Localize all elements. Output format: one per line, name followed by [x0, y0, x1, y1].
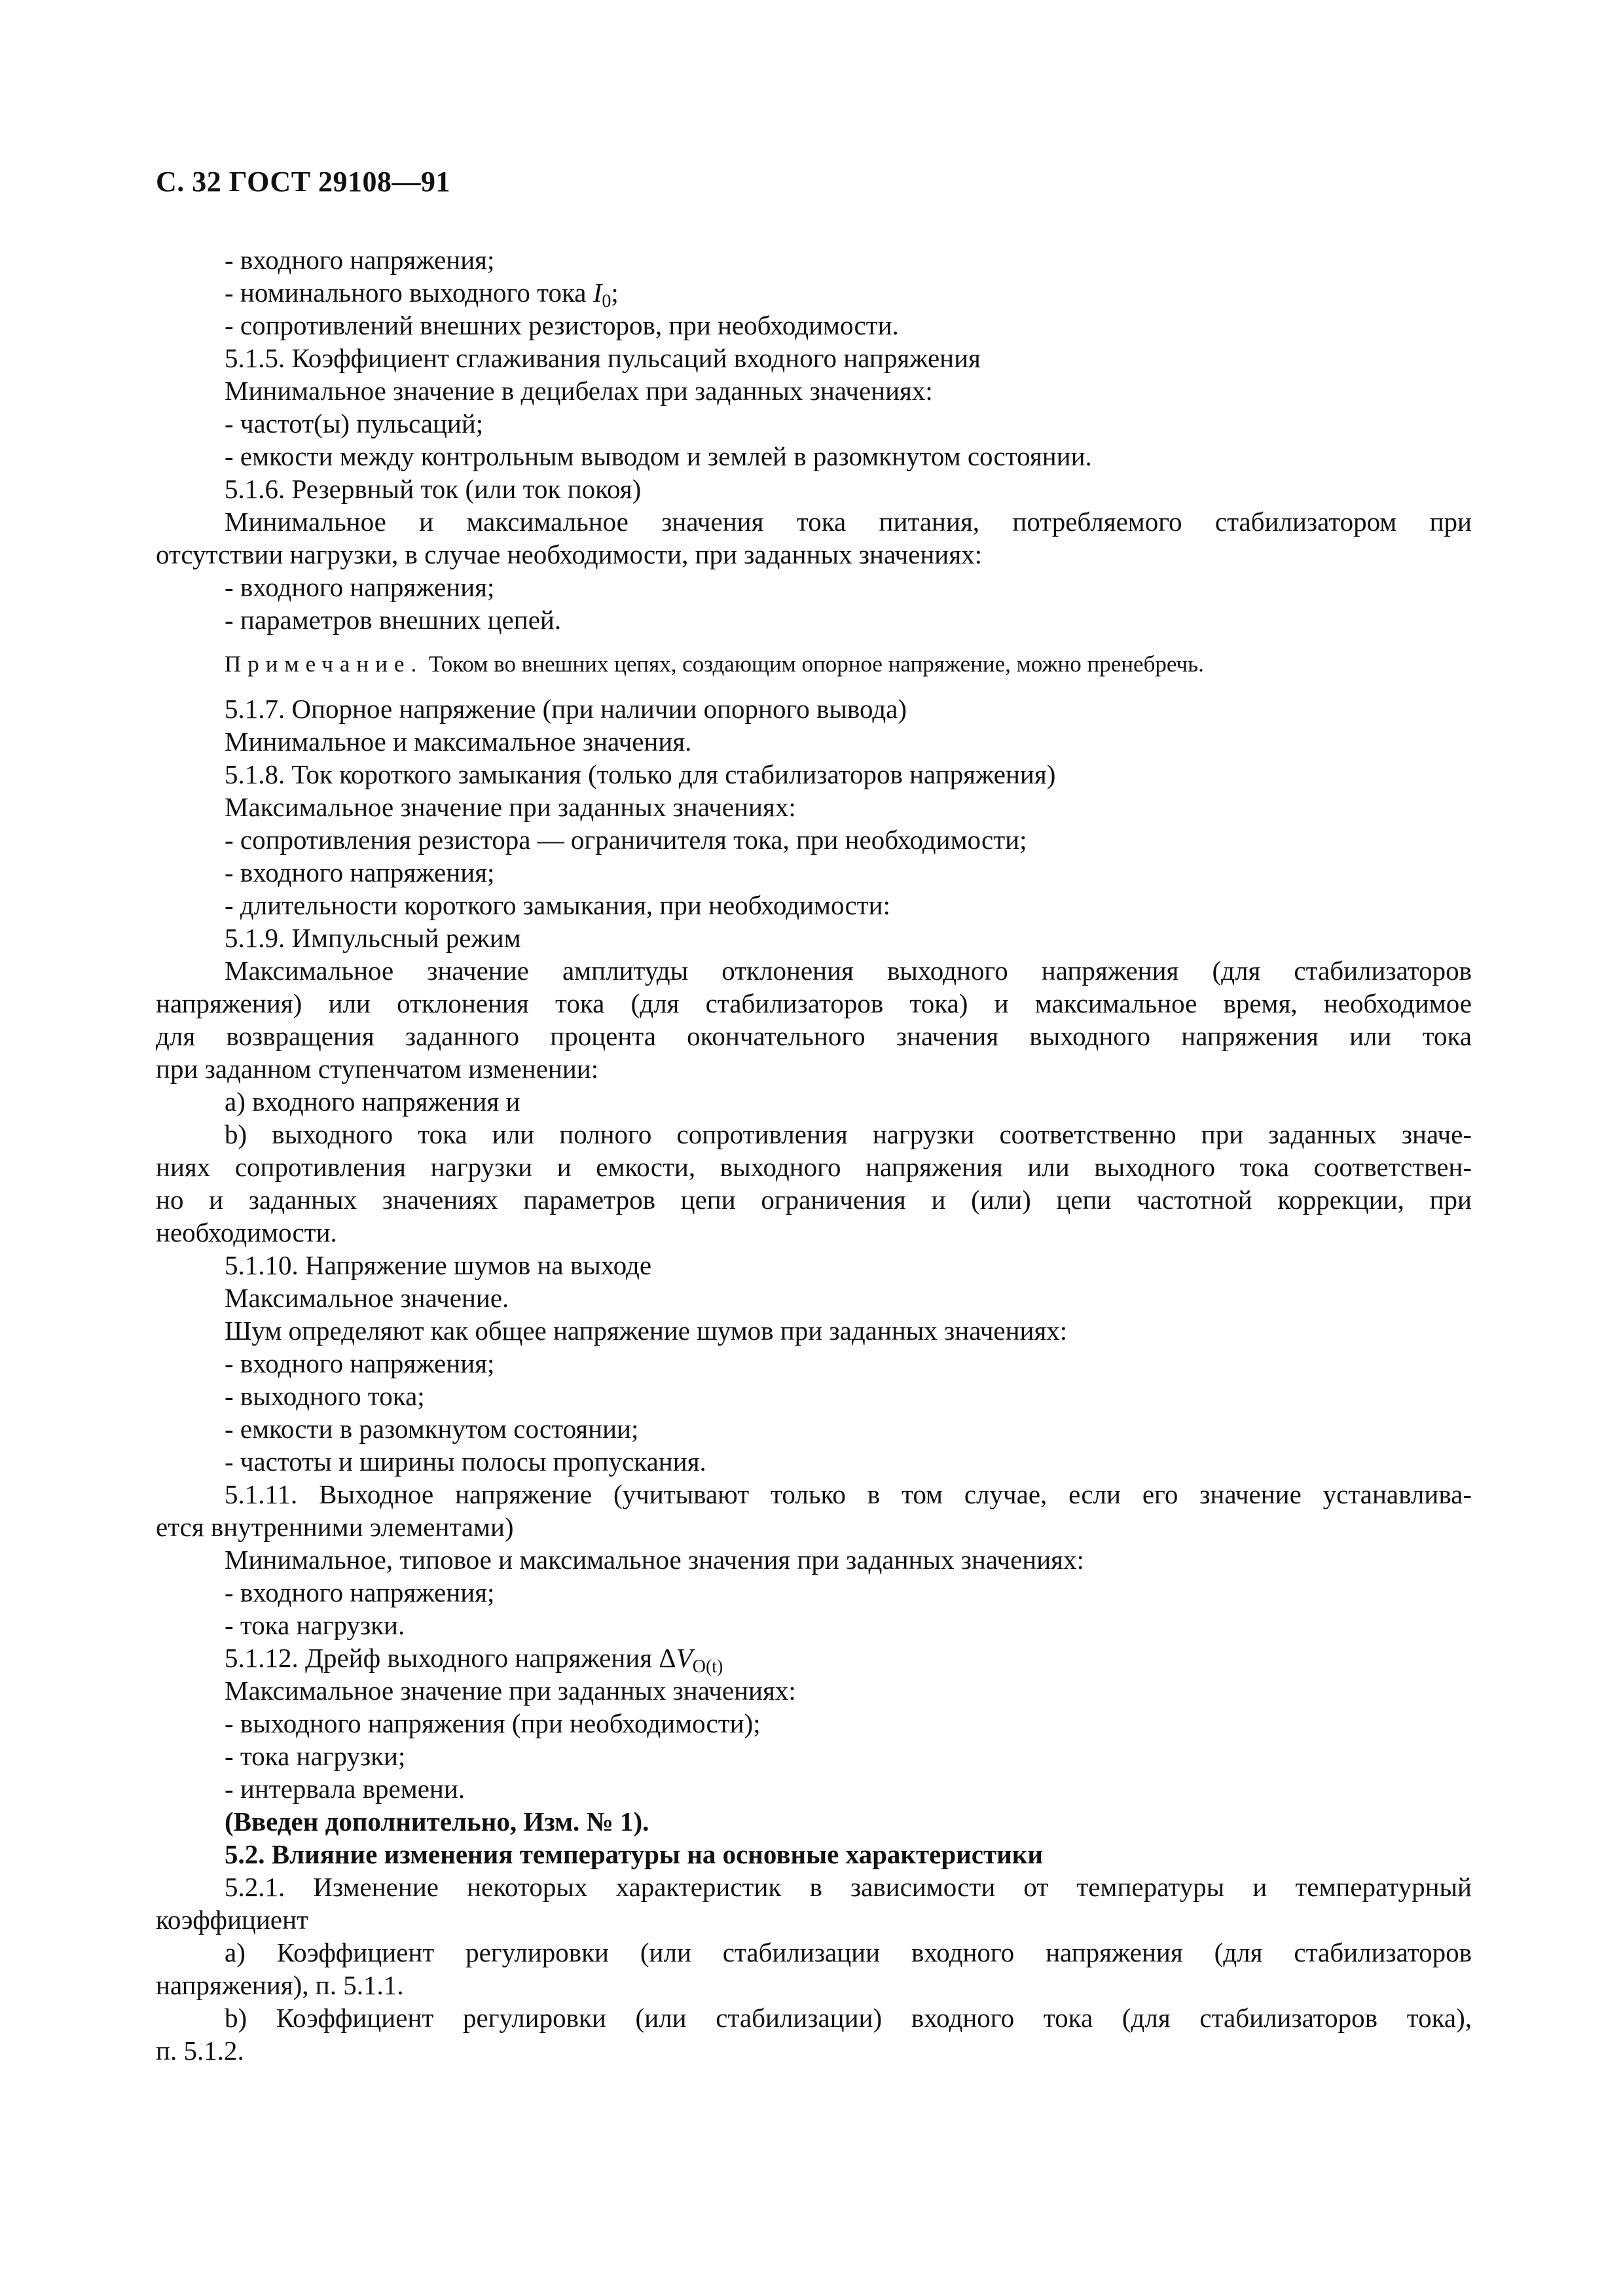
- text-line: - сопротивления резистора — ограничителя тока, при необходимости;: [225, 825, 1027, 855]
- text-line: - тока нагрузки.: [225, 1610, 405, 1640]
- section-heading: 5.1.11. Выходное напряжение (учитывают только в том случае, если его значение устанавлива-: [225, 1479, 1472, 1509]
- text-line: Минимальное, типовое и максимальное значения при заданных значениях:: [225, 1545, 1084, 1575]
- text-line: 5.2.1. Изменение некоторых характеристик в зависимости от температуры и температурный: [225, 1872, 1472, 1902]
- text-fragment: - номинального выходного тока: [225, 278, 593, 308]
- section-heading: 5.1.10. Напряжение шумов на выходе: [225, 1250, 652, 1280]
- text-line: но и заданных значениях параметров цепи ограничения и (или) цепи частотной коррекции, при: [156, 1185, 1472, 1215]
- text-line: Максимальное значение при заданных значениях:: [225, 792, 796, 822]
- text-line: - частоты и ширины полосы пропускания.: [225, 1446, 706, 1477]
- note-text: Током во внешних цепях, создающим опорное напряжение, можно пренебречь.: [423, 651, 1204, 677]
- text-line: Максимальное значение.: [225, 1283, 509, 1313]
- text-line: коэффициент: [156, 1905, 308, 1935]
- text-line: - емкости в разомкнутом состоянии;: [225, 1414, 639, 1444]
- text-line: - тока нагрузки;: [225, 1741, 406, 1771]
- section-title: 5.2. Влияние изменения температуры на основные характеристики: [225, 1839, 1043, 1869]
- page-header: С. 32 ГОСТ 29108—91: [156, 166, 451, 198]
- text-line: Шум определяют как общее напряжение шумов при заданных значениях:: [225, 1316, 1068, 1346]
- text-line: - выходного напряжения (при необходимости);: [225, 1708, 761, 1738]
- note: [156, 648, 1472, 681]
- text-line: необходимости.: [156, 1217, 337, 1247]
- text-line: - частот(ы) пульсаций;: [225, 408, 484, 439]
- text-line: при заданном ступенчатом изменении:: [156, 1054, 599, 1084]
- text-line: ниях сопротивления нагрузки и емкости, выходного напряжения или выходного тока соответствен-: [156, 1152, 1472, 1182]
- text-line: - параметров внешних цепей.: [225, 605, 562, 635]
- text-line: напряжения), п. 5.1.1.: [156, 1970, 404, 2000]
- section-heading: 5.1.8. Ток короткого замыкания (только для стабилизаторов напряжения): [225, 759, 1056, 789]
- text-line: отсутствии нагрузки, в случае необходимости, при заданных значениях:: [156, 539, 982, 569]
- note-label: Примечание.: [225, 651, 424, 677]
- section-heading: 5.1.6. Резервный ток (или ток покоя): [225, 474, 642, 504]
- text-line: - емкости между контрольным выводом и землей в разомкнутом состоянии.: [225, 441, 1092, 471]
- text-line: Максимальное значение при заданных значениях:: [225, 1676, 796, 1706]
- section-heading: 5.1.5. Коэффициент сглаживания пульсаций входного напряжения: [225, 343, 981, 373]
- text-line: ется внутренними элементами): [156, 1512, 514, 1542]
- variable: V: [676, 1643, 693, 1673]
- text-line: напряжения) или отклонения тока (для стабилизаторов тока) и максимальное время, необходимое: [156, 988, 1472, 1018]
- section-heading: 5.1.9. Импульсный режим: [225, 923, 521, 953]
- text-line: - входного напряжения;: [225, 572, 495, 602]
- text-line: а) входного напряжения и: [225, 1086, 520, 1117]
- text-line: b) выходного тока или полного сопротивления нагрузки соответственно при заданных значе-: [225, 1119, 1472, 1149]
- text-line: b) Коэффициент регулировки (или стабилизации) входного тока (для стабилизаторов тока),: [225, 2003, 1472, 2033]
- text-line: - интервала времени.: [225, 1774, 465, 1804]
- text-line: - сопротивлений внешних резисторов, при необходимости.: [225, 310, 899, 340]
- text-line: Минимальное значение в децибелах при заданных значениях:: [225, 376, 933, 406]
- text-line: [156, 276, 1472, 312]
- text-line: - входного напряжения;: [225, 245, 495, 275]
- text-line: - входного напряжения;: [225, 1348, 495, 1378]
- text-fragment: ;: [611, 278, 619, 308]
- section-heading: [156, 1641, 1472, 1677]
- text-line: Минимальное и максимальное значения.: [225, 726, 692, 757]
- amendment-note: (Введен дополнительно, Изм. № 1).: [225, 1806, 649, 1837]
- text-fragment: 5.1.12. Дрейф выходного напряжения Δ: [225, 1643, 676, 1673]
- text-line: а) Коэффициент регулировки (или стабилизации входного напряжения (для стабилизаторов: [225, 1937, 1472, 1967]
- text-line: Минимальное и максимальное значения тока питания, потребляемого стабилизатором при: [225, 507, 1472, 537]
- text-line: Максимальное значение амплитуды отклонения выходного напряжения (для стабилизаторов: [225, 956, 1472, 986]
- subscript: O(t): [692, 1657, 723, 1677]
- text-line: - входного напряжения;: [225, 1577, 495, 1607]
- text-line: - выходного тока;: [225, 1381, 425, 1411]
- text-line: для возвращения заданного процента окончательного значения выходного напряжения или тока: [156, 1021, 1472, 1051]
- text-line: п. 5.1.2.: [156, 2036, 244, 2066]
- text-line: - длительности короткого замыкания, при необходимости:: [225, 890, 890, 920]
- document-body: [156, 243, 1472, 2067]
- variable: I: [593, 278, 602, 308]
- text-line: - входного напряжения;: [225, 857, 495, 888]
- subscript: 0: [602, 291, 611, 312]
- section-heading: 5.1.7. Опорное напряжение (при наличии опорного вывода): [225, 694, 907, 724]
